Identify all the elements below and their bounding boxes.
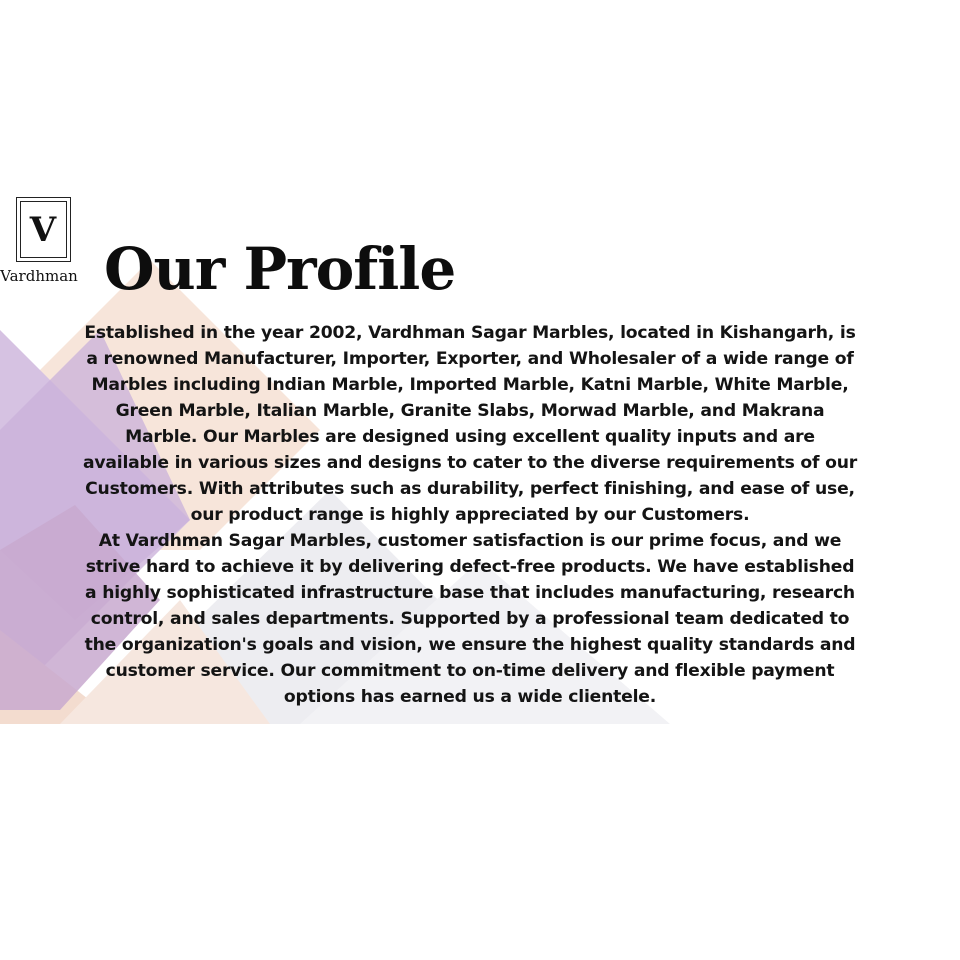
logo-name: Vardhman <box>0 267 78 285</box>
profile-description <box>80 320 860 710</box>
page-title: Our Profile <box>104 235 456 303</box>
logo-frame <box>16 197 71 262</box>
profile-paragraph-2: At Vardhman Sagar Marbles, customer satisfaction is our prime focus, and we strive hard to achieve it by delivering defect-free products. We have established a highly sophisticated infrastructure base that includes manufacturing, research control, and sales departments. Supported by a professional team dedicated to the organization's goals and vision, we ensure the highest quality standards and customer service. Our commitment to on-time delivery and flexible payment options has earned us a wide clientele. <box>84 531 856 707</box>
profile-paragraph-1: Established in the year 2002, Vardhman Sagar Marbles, located in Kishangarh, is a renowned Manufacturer, Importer, Exporter, and Wholesaler of a wide range of Marbles including Indian Marble, Imported Marble, Katni Marble, White Marble, Green Marble, Italian Marble, Granite Slabs, Morwad Marble, and Makrana Marble. Our Marbles are designed using excellent quality inputs and are available in various sizes and designs to cater to the diverse requirements of our Customers. With attributes such as durability, perfect finishing, and ease of use, our product range is highly appreciated by our Customers. <box>82 323 858 525</box>
vardhman-logo <box>0 197 78 285</box>
logo-letter: V <box>20 201 67 258</box>
